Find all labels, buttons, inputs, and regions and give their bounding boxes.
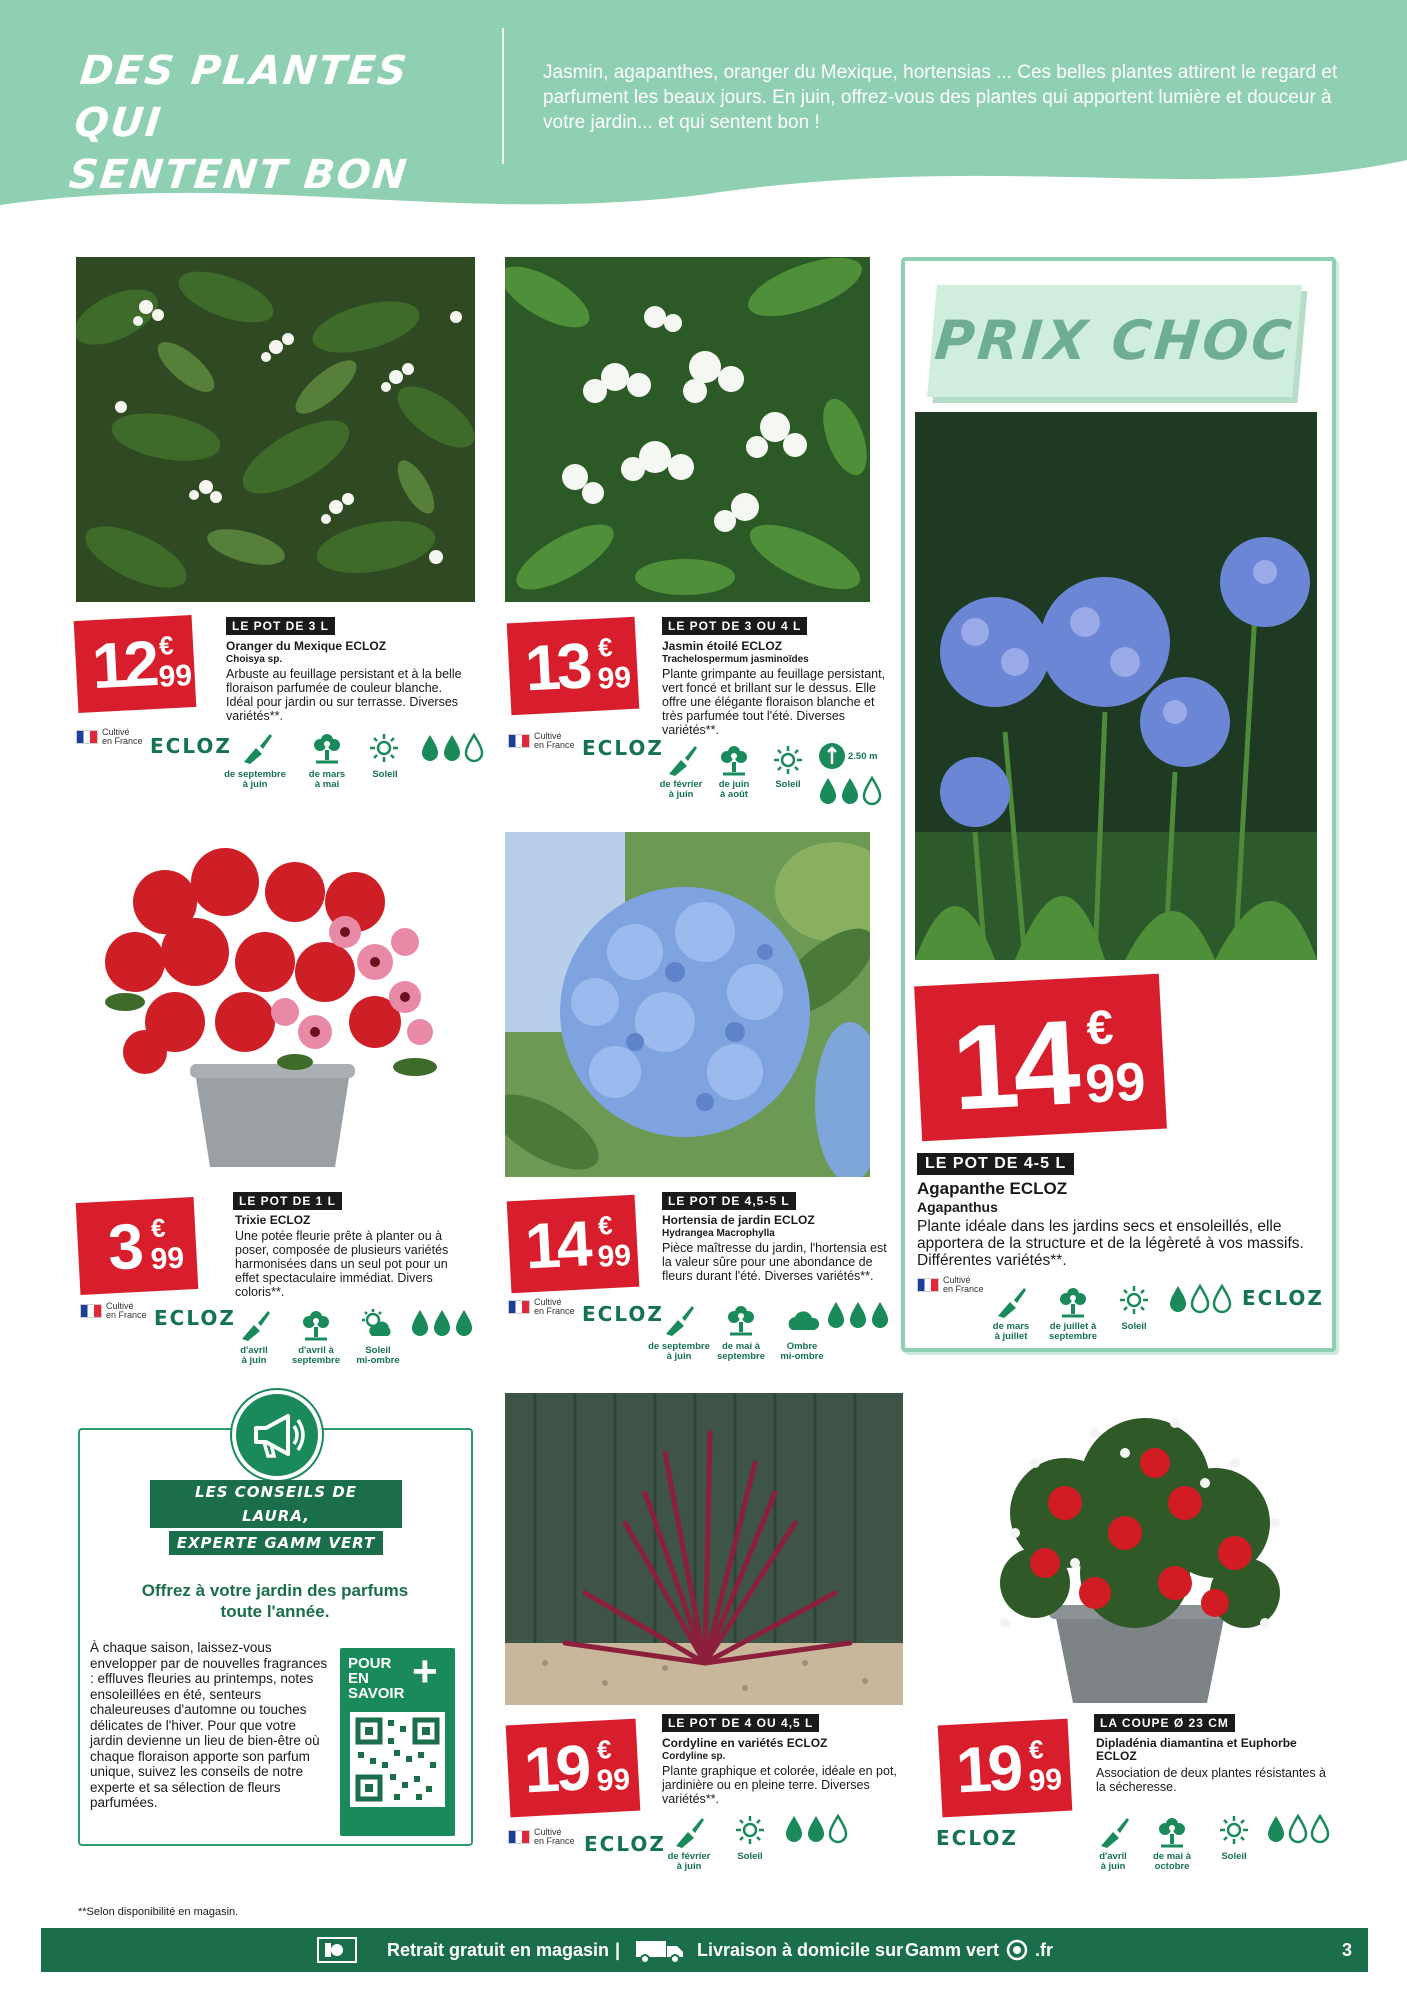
- cordyline-ecloz-logo: ECLOZ: [584, 1832, 666, 1856]
- cordyline-description: Plante graphique et colorée, idéale en pot, jardinière ou en pleine terre. Diverses variétés**.: [662, 1764, 897, 1806]
- jasmin-height: 2.50 m: [848, 751, 878, 762]
- dipladenia-name: Dipladénia diamantina et Euphorbe ECLOZ: [1096, 1736, 1297, 1763]
- price-integer: 3: [106, 1209, 142, 1284]
- conseils-text: À chaque saison, laissez-vous envelopper par de nouvelles fragrances : effluves fleuries au printemps, notes ensoleillées en été, senteurs chaleureuses d'automne ou touches délicates de l'hiver. Pour que votre jardin devienne un lieu de bien-être où chaque floraison apporte son parfum unique, suivez les conseils de notre experte et sa sélection de fleurs parfumées.: [90, 1640, 328, 1810]
- jasmin-name: Jasmin étoilé ECLOZ: [662, 639, 783, 653]
- cultive-label: Cultivé: [534, 1297, 562, 1307]
- france-flag-icon: [917, 1278, 939, 1292]
- cultive-label: Cultivé: [534, 1827, 562, 1837]
- jasmin-format-tag: LE POT DE 3 OU 4 L: [662, 617, 807, 635]
- megaphone-icon: [236, 1394, 318, 1476]
- cultive-label: Cultivé: [102, 727, 130, 737]
- store-icon: [317, 1937, 357, 1963]
- trowel-icon: [236, 1305, 274, 1343]
- footer-retrait[interactable]: Retrait gratuit en magasin: [387, 1940, 610, 1960]
- cloud-icon: [784, 1304, 820, 1334]
- dipladenia-planting-period: d'avril à juin: [1099, 1851, 1127, 1872]
- jasmin-photo: [505, 257, 870, 602]
- france-flag-icon: [508, 1300, 530, 1314]
- price-cents: 99: [149, 1241, 185, 1277]
- cordyline-name: Cordyline en variétés ECLOZ: [662, 1736, 828, 1750]
- price-currency: €: [1028, 1733, 1045, 1765]
- header-title-line2: SENTENT BON L'ÉTÉ !: [61, 152, 411, 250]
- oranger-flowering-period: de mars à mai: [308, 769, 346, 790]
- cultive-label: Cultivé: [106, 1301, 134, 1311]
- hortensia-name: Hortensia de jardin ECLOZ: [662, 1213, 815, 1227]
- header-divider: [502, 28, 504, 164]
- qr-code[interactable]: [350, 1712, 445, 1807]
- pour-en-savoir-label: POUR EN SAVOIR: [348, 1655, 405, 1702]
- trixie-photo: [85, 832, 460, 1174]
- water-drops-icon: [410, 1308, 476, 1338]
- trixie-flowering-period: d'avril à septembre: [291, 1345, 341, 1366]
- footer-livraison[interactable]: Livraison à domicile sur: [697, 1940, 904, 1960]
- cordyline-format-tag: LE POT DE 4 OU 4,5 L: [662, 1714, 819, 1732]
- cordyline-planting-period: de février à juin: [667, 1851, 711, 1872]
- footnote: **Selon disponibilité en magasin.: [78, 1906, 239, 1918]
- agapanthe-price: [914, 974, 1167, 1142]
- hortensia-description: Pièce maîtresse du jardin, l'hortensia est la valeur sûre pour une abondance de fleurs durant l'été. Diverses variétés**.: [662, 1241, 887, 1283]
- water-drops-icon: [826, 1300, 892, 1330]
- trixie-description: Une potée fleurie prête à planter ou à poser, composée de plusieurs variétés harmonisées dans un seul pot pour un effet spectaculaire immédiat. Divers coloris**.: [235, 1229, 449, 1299]
- cultive-label: Cultivé: [534, 731, 562, 741]
- trixie-ecloz-logo: ECLOZ: [154, 1306, 236, 1330]
- jasmin-price: [507, 617, 640, 716]
- sun-icon: [1218, 1814, 1250, 1846]
- trowel-icon: [1095, 1812, 1133, 1850]
- trowel-icon: [663, 740, 701, 778]
- france-flag-icon: [76, 730, 98, 744]
- jasmin-planting-period: de février à juin: [659, 779, 703, 800]
- agapanthe-planting-period: de mars à juillet: [992, 1321, 1030, 1342]
- trowel-icon: [992, 1282, 1030, 1320]
- price-cents: 99: [1027, 1763, 1063, 1798]
- france-flag-icon: [508, 1830, 530, 1844]
- price-currency: €: [596, 1733, 613, 1765]
- dipladenia-format-tag: LA COUPE Ø 23 CM: [1094, 1714, 1235, 1732]
- hortensia-latin: Hydrangea Macrophylla: [662, 1228, 775, 1239]
- price-integer: 19: [522, 1731, 590, 1807]
- oranger-price: [74, 615, 197, 713]
- hortensia-format-tag: LE POT DE 4,5-5 L: [662, 1192, 796, 1210]
- price-integer: 14: [948, 995, 1078, 1136]
- megaphone-badge: [232, 1390, 322, 1480]
- price-cents: 99: [596, 660, 632, 696]
- cordyline-latin: Cordyline sp.: [662, 1751, 726, 1762]
- hortensia-price: [507, 1195, 640, 1294]
- price-currency: €: [158, 629, 175, 661]
- oranger-description: Arbuste au feuillage persistant et à la belle floraison parfumée de couleur blanche. Idéal pour jardin ou sur terrasse. Diverses variétés**.: [226, 667, 462, 723]
- delivery-truck-icon: [635, 1938, 685, 1964]
- jasmin-latin: Trachelospermum jasminoïdes: [662, 654, 809, 665]
- price-integer: 19: [954, 1731, 1022, 1807]
- gamm-vert-logo-icon: [1006, 1939, 1028, 1961]
- agapanthe-exposure: Soleil: [1121, 1321, 1147, 1332]
- oranger-exposure: Soleil: [372, 769, 398, 780]
- trixie-price: [76, 1197, 199, 1295]
- dipladenia-exposure: Soleil: [1221, 1851, 1247, 1862]
- cordyline-cultive-france: [508, 1828, 575, 1846]
- hortensia-exposure: Ombre mi-ombre: [780, 1341, 824, 1362]
- sun-icon: [772, 744, 804, 776]
- jasmin-description: Plante grimpante au feuillage persistant, vert foncé et brillant sur le dessus. Elle offre une élégante floraison blanche et très parfumée tout l'été. Diverses variétés**.: [662, 667, 886, 737]
- trowel-icon: [660, 1300, 698, 1338]
- plus-icon: +: [412, 1647, 438, 1696]
- sun-icon: [1118, 1284, 1150, 1316]
- water-drops-icon: [818, 776, 884, 806]
- oranger-format-tag: LE POT DE 3 L: [226, 617, 335, 635]
- price-integer: 12: [90, 626, 158, 703]
- cultive-label: Cultivé: [943, 1275, 971, 1285]
- prix-choc-badge: PRIX CHOC: [927, 285, 1302, 397]
- page-number: 3: [1342, 1940, 1353, 1960]
- sun-cloud-icon: [360, 1308, 394, 1340]
- trixie-exposure: Soleil mi-ombre: [356, 1345, 400, 1366]
- sun-icon: [368, 732, 400, 764]
- price-cents: 99: [1083, 1051, 1148, 1115]
- footer-site-name[interactable]: Gamm vert: [905, 1940, 1000, 1960]
- page-header: [0, 0, 1407, 250]
- water-drops-icon: [420, 733, 486, 763]
- water-drops-icon: [1266, 1814, 1332, 1844]
- oranger-name: Oranger du Mexique ECLOZ: [226, 639, 387, 653]
- jasmin-cultive-france: [508, 732, 575, 750]
- price-currency: €: [597, 1209, 614, 1241]
- jasmin-exposure: Soleil: [775, 779, 801, 790]
- trixie-cultive-france: [80, 1302, 147, 1320]
- agapanthe-format-tag: LE POT DE 4-5 L: [917, 1153, 1074, 1175]
- hortensia-ecloz-logo: ECLOZ: [582, 1302, 664, 1326]
- en-france-label: en France: [534, 1836, 575, 1846]
- en-france-label: en France: [106, 1310, 147, 1320]
- trowel-icon: [670, 1812, 708, 1850]
- agapanthe-cultive-france: [917, 1276, 984, 1294]
- en-france-label: en France: [102, 736, 143, 746]
- footer-tld[interactable]: .fr: [1035, 1940, 1053, 1960]
- cordyline-exposure: Soleil: [737, 1851, 763, 1862]
- trixie-format-tag: LE POT DE 1 L: [233, 1192, 342, 1210]
- header-title-line1: DES PLANTES QUI: [72, 48, 411, 146]
- water-drops-icon: [784, 1814, 850, 1844]
- conseils-title-line1: LES CONSEILS DE LAURA,: [150, 1480, 402, 1528]
- agapanthe-description: Plante idéale dans les jardins secs et ensoleillés, elle apportera de la structure et de la légèreté à vos massifs. Différentes variétés**.: [917, 1218, 1304, 1269]
- price-currency: €: [150, 1212, 167, 1244]
- price-cents: 99: [596, 1239, 632, 1274]
- header-title: [61, 45, 483, 253]
- conseils-heading: Offrez à votre jardin des parfums toute l'année.: [141, 1581, 409, 1621]
- sun-icon: [734, 1814, 766, 1846]
- price-integer: 14: [523, 1207, 591, 1283]
- oranger-latin: Choisya sp.: [226, 654, 283, 665]
- header-intro: Jasmin, agapanthes, oranger du Mexique, hortensias ... Ces belles plantes attirent le regard et parfument les beaux jours. En juin, offrez-vous des plantes qui apportent lumière et douceur à votre jardin... et qui sentent bon !: [543, 62, 1338, 133]
- price-cents: 99: [157, 659, 193, 694]
- water-drops-icon: [1168, 1284, 1234, 1314]
- trixie-name: Trixie ECLOZ: [235, 1213, 311, 1227]
- en-france-label: en France: [943, 1284, 984, 1294]
- dipladenia-description: Association de deux plantes résistantes à la sécheresse.: [1096, 1766, 1326, 1794]
- footer-bar: [41, 1928, 1368, 1972]
- flower-icon: [1054, 1282, 1092, 1320]
- hortensia-flowering-period: de mai à septembre: [716, 1341, 766, 1362]
- conseils-title-line2: EXPERTE GAMM VERT: [169, 1531, 384, 1555]
- hortensia-photo: [505, 832, 870, 1177]
- trixie-planting-period: d'avril à juin: [240, 1345, 268, 1366]
- hortensia-cultive-france: [508, 1298, 575, 1316]
- trowel-icon: [238, 728, 276, 766]
- oranger-cultive-france: [76, 728, 143, 746]
- agapanthe-ecloz-logo: ECLOZ: [1242, 1286, 1324, 1310]
- flower-icon: [722, 1300, 760, 1338]
- dipladenia-photo: [975, 1393, 1305, 1711]
- price-currency: €: [1085, 1001, 1115, 1056]
- france-flag-icon: [80, 1304, 102, 1318]
- en-france-label: en France: [534, 1306, 575, 1316]
- footer-separator: |: [615, 1940, 621, 1960]
- price-currency: €: [597, 631, 614, 663]
- agapanthe-latin: Agapanthus: [917, 1199, 998, 1215]
- price-cents: 99: [595, 1763, 631, 1798]
- dipladenia-price: [938, 1719, 1073, 1818]
- oranger-photo: [76, 257, 475, 602]
- cordyline-photo: [505, 1393, 903, 1705]
- agapanthe-flowering-period: de juillet à septembre: [1048, 1321, 1098, 1342]
- price-integer: 13: [523, 629, 591, 705]
- france-flag-icon: [508, 734, 530, 748]
- jasmin-ecloz-logo: ECLOZ: [582, 736, 664, 760]
- height-icon: [818, 742, 846, 770]
- flower-icon: [308, 728, 346, 766]
- flower-icon: [297, 1305, 335, 1343]
- flower-icon: [715, 740, 753, 778]
- agapanthe-name: Agapanthe ECLOZ: [917, 1179, 1068, 1198]
- hortensia-planting-period: de septembre à juin: [648, 1341, 710, 1362]
- flower-icon: [1153, 1812, 1191, 1850]
- oranger-ecloz-logo: ECLOZ: [150, 734, 232, 758]
- oranger-planting-period: de septembre à juin: [224, 769, 286, 790]
- jasmin-flowering-period: de juin à août: [718, 779, 750, 800]
- en-france-label: en France: [534, 740, 575, 750]
- conseils-title: [150, 1480, 402, 1558]
- dipladenia-flowering-period: de mai à octobre: [1152, 1851, 1192, 1872]
- dipladenia-ecloz-logo: ECLOZ: [936, 1826, 1018, 1850]
- cordyline-price: [506, 1719, 641, 1818]
- agapanthe-photo: [915, 412, 1317, 960]
